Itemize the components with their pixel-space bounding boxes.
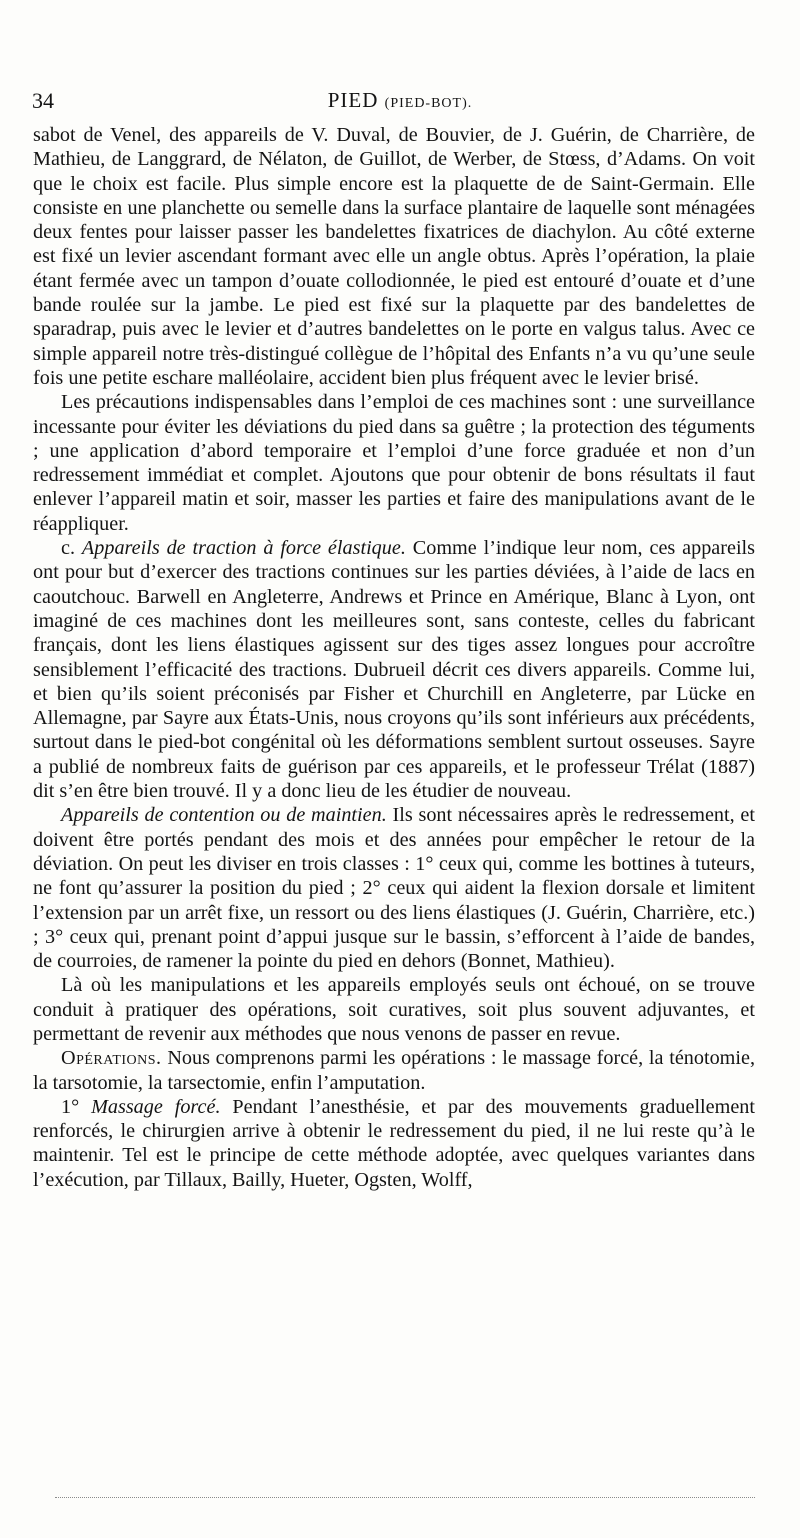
paragraph-forced-massage [33,1095,755,1192]
paragraph-text: Comme l’indique leur nom, ces appareils ont pour but d’exercer des tractions continues sur les parties déviées, à l’aide de lacs en caoutchouc. Barwell en Angleterre, Andrews et Prince en Amérique, Blanc à Lyon, ont imaginé de ces machines dont les meilleures sont, sans conteste, celles du fabricant français, dont les liens élastiques agissent sur des tiges assez longues pour accroître sensiblement l’efficacité des tractions. Dubrueil décrit ces divers appareils. Comme lui, et bien qu’ils soient préconisés par Fisher et Churchill en Angleterre, par Lücke en Allemagne, par Sayre aux États-Unis, nous croyons qu’ils sont inférieurs aux précédents, surtout dans le pied-bot congénital où les déformations semblent surtout osseuses. Sayre a publié de nombreux faits de guérison par ces appareils, et le professeur Trélat (1887) dit s’en être bien trouvé. Il y a donc lieu de les étudier de nouveau. [33,537,756,803]
section-heading: Appareils de contention ou de maintien. [61,804,387,827]
section-heading: Opérations. [61,1047,162,1070]
section-marker: 1° [61,1095,80,1118]
page-number: 34 [32,88,54,113]
paragraph-text: Les précautions indispensables dans l’emploi de ces machines sont : une surveillance incessante pour éviter les déviations du pied dans sa guêtre ; la protection des téguments ; une application d’abord temporaire et l’emploi d’une force graduée et non d’un redressement immédiat et complet. Ajoutons que pour obtenir de bons résultats il faut enlever l’appareil matin et soir, masser les parties et faire des manipulations avant de le réappliquer. [33,391,755,535]
running-head [30,88,770,113]
paragraph-text: Là où les manipulations et les appareils employés seuls ont échoué, on se trouve conduit à pratiquer des opérations, soit curatives, soit plus souvent adjuvantes, et permettant de revenir aux méthodes que nous venons de passer en revue. [33,974,755,1045]
paragraph-elastic-traction [33,536,755,803]
paragraph-text: Pendant l’anesthésie, et par des mouvements graduellement renforcés, le chirurgien arrive à obtenir le redressement du pied, il ne lui reste qu’à le maintenir. Tel est le principe de cette méthode adoptée, avec quelques variantes dans l’exécution, par Tillaux, Bailly, Hueter, Ogsten, Wolff, [33,1095,755,1191]
body-text [33,123,755,1192]
paragraph-contention [33,803,755,973]
paragraph-text: sabot de Venel, des appareils de V. Duval, de Bouvier, de J. Guérin, de Charrière, de Mathieu, de Langgrard, de Nélaton, de Guillot, de Werber, de Stœss, d’Adams. On voit que le choix est facile. Plus simple encore est la plaquette de de Saint-Germain. Elle consiste en une planchette ou semelle dans la surface plantaire de laquelle sont ménagées deux fentes pour laisser passer les bandelettes fixatrices de diachylon. Au côté externe est fixé un levier ascendant formant avec elle un angle obtus. Après l’opération, la plaie étant fermée avec un tampon d’ouate collodionnée, le pied est entouré d’ouate et d’une bande roulée sur la jambe. Le pied est fixé sur la plaquette par des bandelettes de sparadrap, puis avec le levier et d’autres bandelettes on le porte en valgus talus. Avec ce simple appareil notre très-distingué collègue de l’hôpital des Enfants n’a vu qu’une seule fois une petite eschare malléolaire, accident bien plus fréquent avec le levier brisé. [33,124,755,389]
footer-dotted-rule [55,1497,755,1498]
paragraph-failure [33,973,755,1046]
page-header [30,88,770,118]
section-heading: Appareils de traction à force élastique. [81,537,406,560]
running-title: PIED [327,88,379,112]
paragraph-text: Nous comprenons parmi les opérations : le massage forcé, la ténotomie, la tarsotomie, la tarsectomie, enfin l’amputation. [33,1047,755,1094]
section-marker: c. [61,537,76,560]
paragraph-continuation [33,123,755,390]
paragraph-text: Ils sont nécessaires après le redressement, et doivent être portés pendant des mois et des années pour empêcher le retour de la déviation. On peut les diviser en trois classes : 1° ceux qui, comme les bottines à tuteurs, ne font qu’assurer la position du pied ; 2° ceux qui aident la flexion dorsale et limitent l’extension par un arrêt fixe, un ressort ou des liens élastiques (J. Guérin, Charrière, etc.) ; 3° ceux qui, prenant point d’appui jusque sur le bassin, s’efforcent à l’aide de bandes, de courroies, de ramener la pointe du pied en dehors (Bonnet, Mathieu). [33,804,755,973]
running-subtitle: (PIED-BOT). [384,96,473,111]
paragraph-precautions [33,390,755,536]
paragraph-operations [33,1046,755,1095]
section-heading: Massage forcé. [91,1095,221,1118]
